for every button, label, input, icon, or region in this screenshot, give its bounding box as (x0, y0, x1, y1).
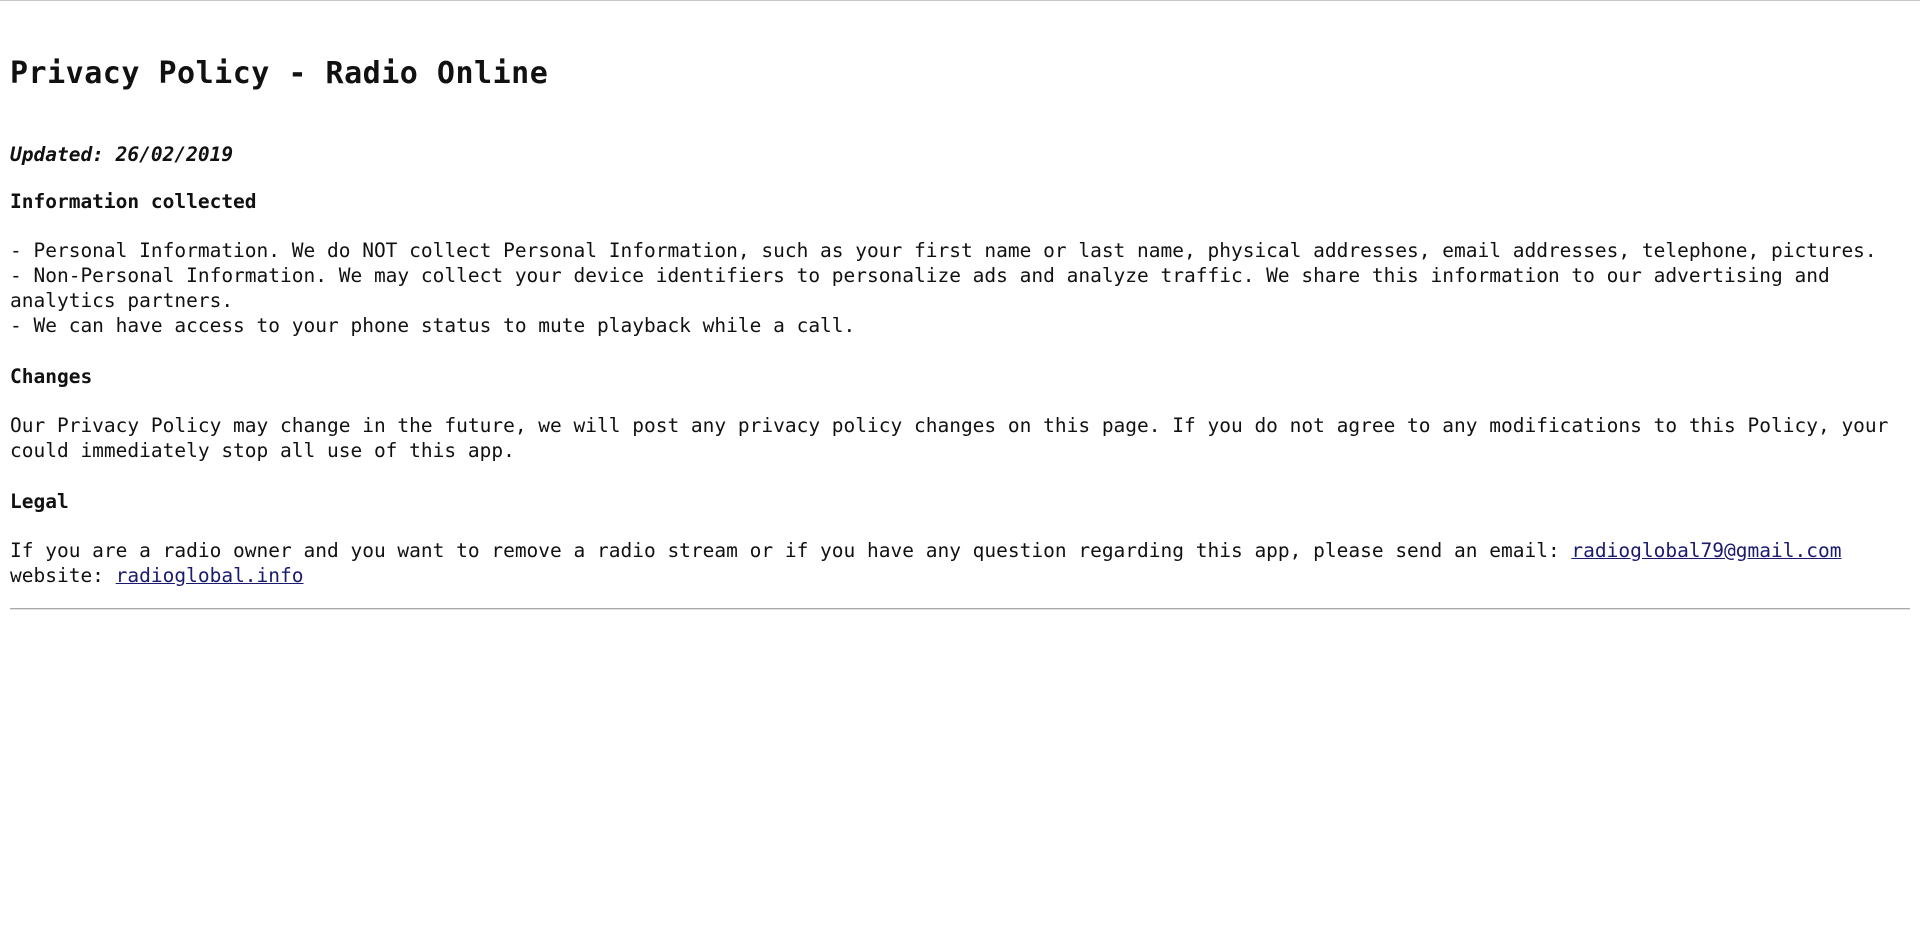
website-link[interactable]: radioglobal.info (115, 564, 304, 587)
section-heading-legal: Legal (10, 490, 69, 513)
top-divider (0, 0, 1920, 1)
legal-line-prefix: If you are a radio owner and you want to remove a radio stream or if you have any question regarding this app, please send an email: (10, 539, 1572, 562)
info-line-partners: analytics partners. (10, 289, 234, 312)
bottom-divider (10, 608, 1910, 610)
email-link[interactable]: radioglobal79@gmail.com (1571, 539, 1842, 562)
information-collected-text (10, 238, 1877, 338)
changes-line-1: Our Privacy Policy may change in the future, we will post any privacy policy changes on this page. If you do not agree to any modifications to this Policy, your (10, 414, 1889, 437)
info-line-phone-status: - We can have access to your phone status to mute playback while a call. (10, 314, 856, 337)
section-heading-information-collected: Information collected (10, 190, 257, 213)
section-heading-changes: Changes (10, 365, 93, 388)
updated-date: Updated: 26/02/2019 (10, 143, 234, 166)
page-title: Privacy Policy - Radio Online (10, 56, 549, 91)
info-line-non-personal: - Non-Personal Information. We may collect your device identifiers to personalize ads and analyze traffic. We share this information to our advertising and (10, 264, 1830, 287)
website-label: website: (10, 564, 116, 587)
legal-text (10, 538, 1841, 588)
changes-text (10, 413, 1888, 463)
changes-line-2: could immediately stop all use of this app. (10, 439, 515, 462)
info-line-personal: - Personal Information. We do NOT collect Personal Information, such as your first name or last name, physical addresses, email addresses, telephone, pictures. (10, 239, 1877, 262)
